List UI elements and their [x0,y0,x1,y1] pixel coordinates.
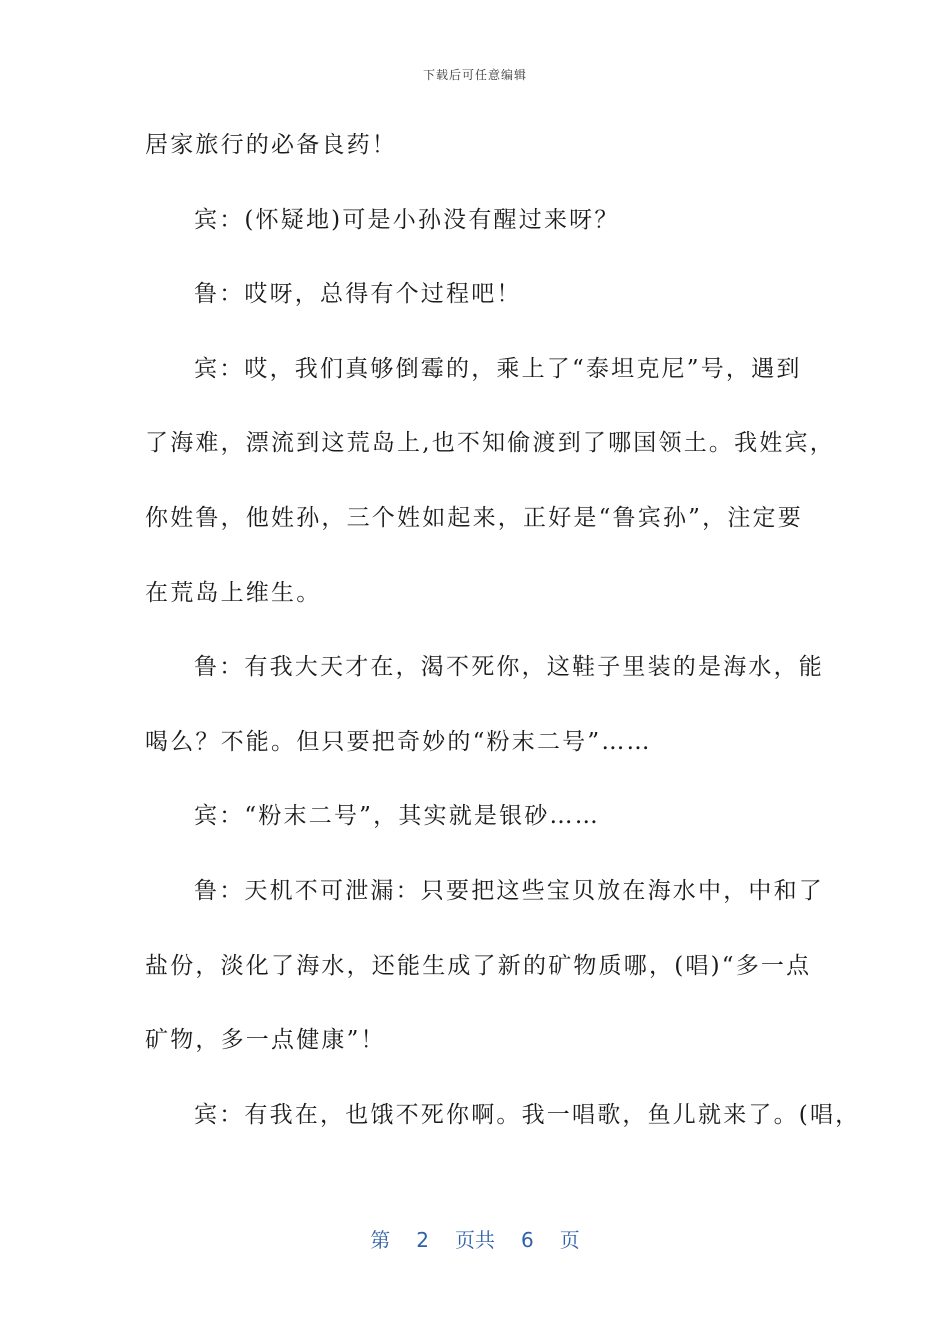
text-line: 鲁：有我大天才在，渴不死你，这鞋子里装的是海水，能 [194,654,824,681]
text-line: 矿物，多一点健康”！ [145,1027,386,1054]
text-line: 在荒岛上维生。 [145,579,322,606]
text-line: 喝么？不能。但只要把奇妙的“粉末二号”…… [145,728,652,755]
text-line: 宾：哎，我们真够倒霉的，乘上了“泰坦克尼”号，遇到 [194,355,802,382]
text-line: 宾：(怀疑地)可是小孙没有醒过来呀？ [194,206,620,233]
text-line: 鲁：哎呀，总得有个过程吧！ [194,281,522,308]
page-header: 下载后可任意编辑 [422,68,527,82]
text-line: 盐份，淡化了海水，还能生成了新的矿物质哪，(唱)“多一点 [145,952,812,979]
page-middle: 页共 [455,1228,495,1252]
page-suffix: 页 [559,1228,580,1252]
text-line: 居家旅行的必备良药！ [145,132,397,158]
text-line: 鲁：天机不可泄漏：只要把这些宝贝放在海水中，中和了 [194,877,824,904]
total-pages: 6 [521,1228,534,1252]
page-prefix: 第 [370,1228,391,1252]
document-body [145,122,861,1166]
text-line: 你姓鲁，他姓孙，三个姓如起来，正好是“鲁宾孙”，注定要 [145,504,803,531]
text-line: 了海难，漂流到这荒岛上,也不知偷渡到了哪国领土。我姓宾， [145,430,835,457]
text-line: 宾：“粉末二号”，其实就是银砂…… [194,803,600,830]
page-footer [0,1224,950,1253]
text-line: 宾：有我在，也饿不死你啊。我一唱歌，鱼儿就来了。(唱， [194,1101,861,1128]
page-number: 2 [416,1228,429,1252]
